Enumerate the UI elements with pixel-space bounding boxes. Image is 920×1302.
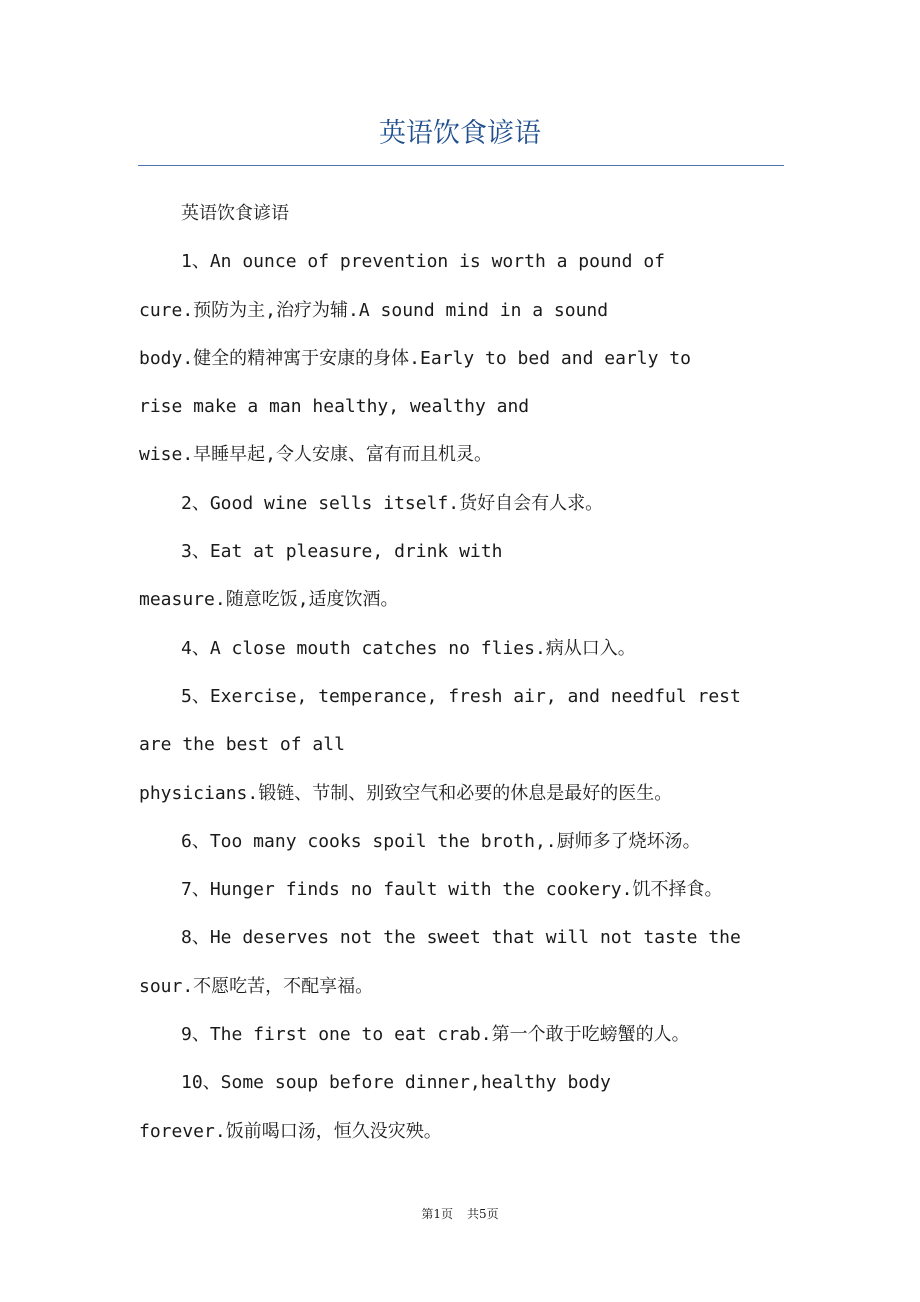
body-line: cure.预防为主,治疗为辅.A sound mind in a sound	[139, 299, 609, 321]
page-title: 英语饮食谚语	[379, 118, 541, 149]
body-line: 10、Some soup before dinner,healthy body	[181, 1072, 611, 1094]
body-line: forever.饭前喝口汤，恒久没灾殃。	[139, 1120, 442, 1142]
page-total: 共5页	[467, 1207, 499, 1221]
body-line: body.健全的精神寓于安康的身体.Early to bed and early to	[139, 347, 691, 369]
body-line: 6、Too many cooks spoil the broth,.厨师多了烧坏汤。	[181, 830, 701, 852]
title-divider	[138, 165, 784, 166]
body-line: sour.不愿吃苦，不配享福。	[139, 975, 374, 997]
body-line: 9、The first one to eat crab.第一个敢于吃螃蟹的人。	[181, 1024, 690, 1046]
body-line: 3、Eat at pleasure, drink with	[181, 541, 503, 563]
body-line: 7、Hunger finds no fault with the cookery.饥不择食。	[181, 879, 723, 901]
document-body	[139, 190, 779, 1156]
page-number: 第1页	[421, 1207, 453, 1221]
body-line: 4、A close mouth catches no flies.病从口入。	[181, 637, 636, 659]
body-line: measure.随意吃饭,适度饮酒。	[139, 589, 399, 611]
body-line: wise.早睡早起,令人安康、富有而且机灵。	[139, 444, 493, 466]
body-line: are the best of all	[139, 734, 345, 756]
body-line: 5、Exercise, temperance, fresh air, and needful rest	[181, 685, 741, 707]
body-line: 英语饮食谚语	[181, 203, 289, 224]
body-line: 2、Good wine sells itself.货好自会有人求。	[181, 492, 604, 514]
body-line: physicians.锻链、节制、别致空气和必要的休息是最好的医生。	[139, 782, 673, 804]
body-line: 1、An ounce of prevention is worth a pound of	[181, 251, 665, 273]
page-footer	[0, 1204, 920, 1224]
body-line: rise make a man healthy, wealthy and	[139, 396, 530, 418]
body-line: 8、He deserves not the sweet that will not taste the	[181, 927, 741, 949]
